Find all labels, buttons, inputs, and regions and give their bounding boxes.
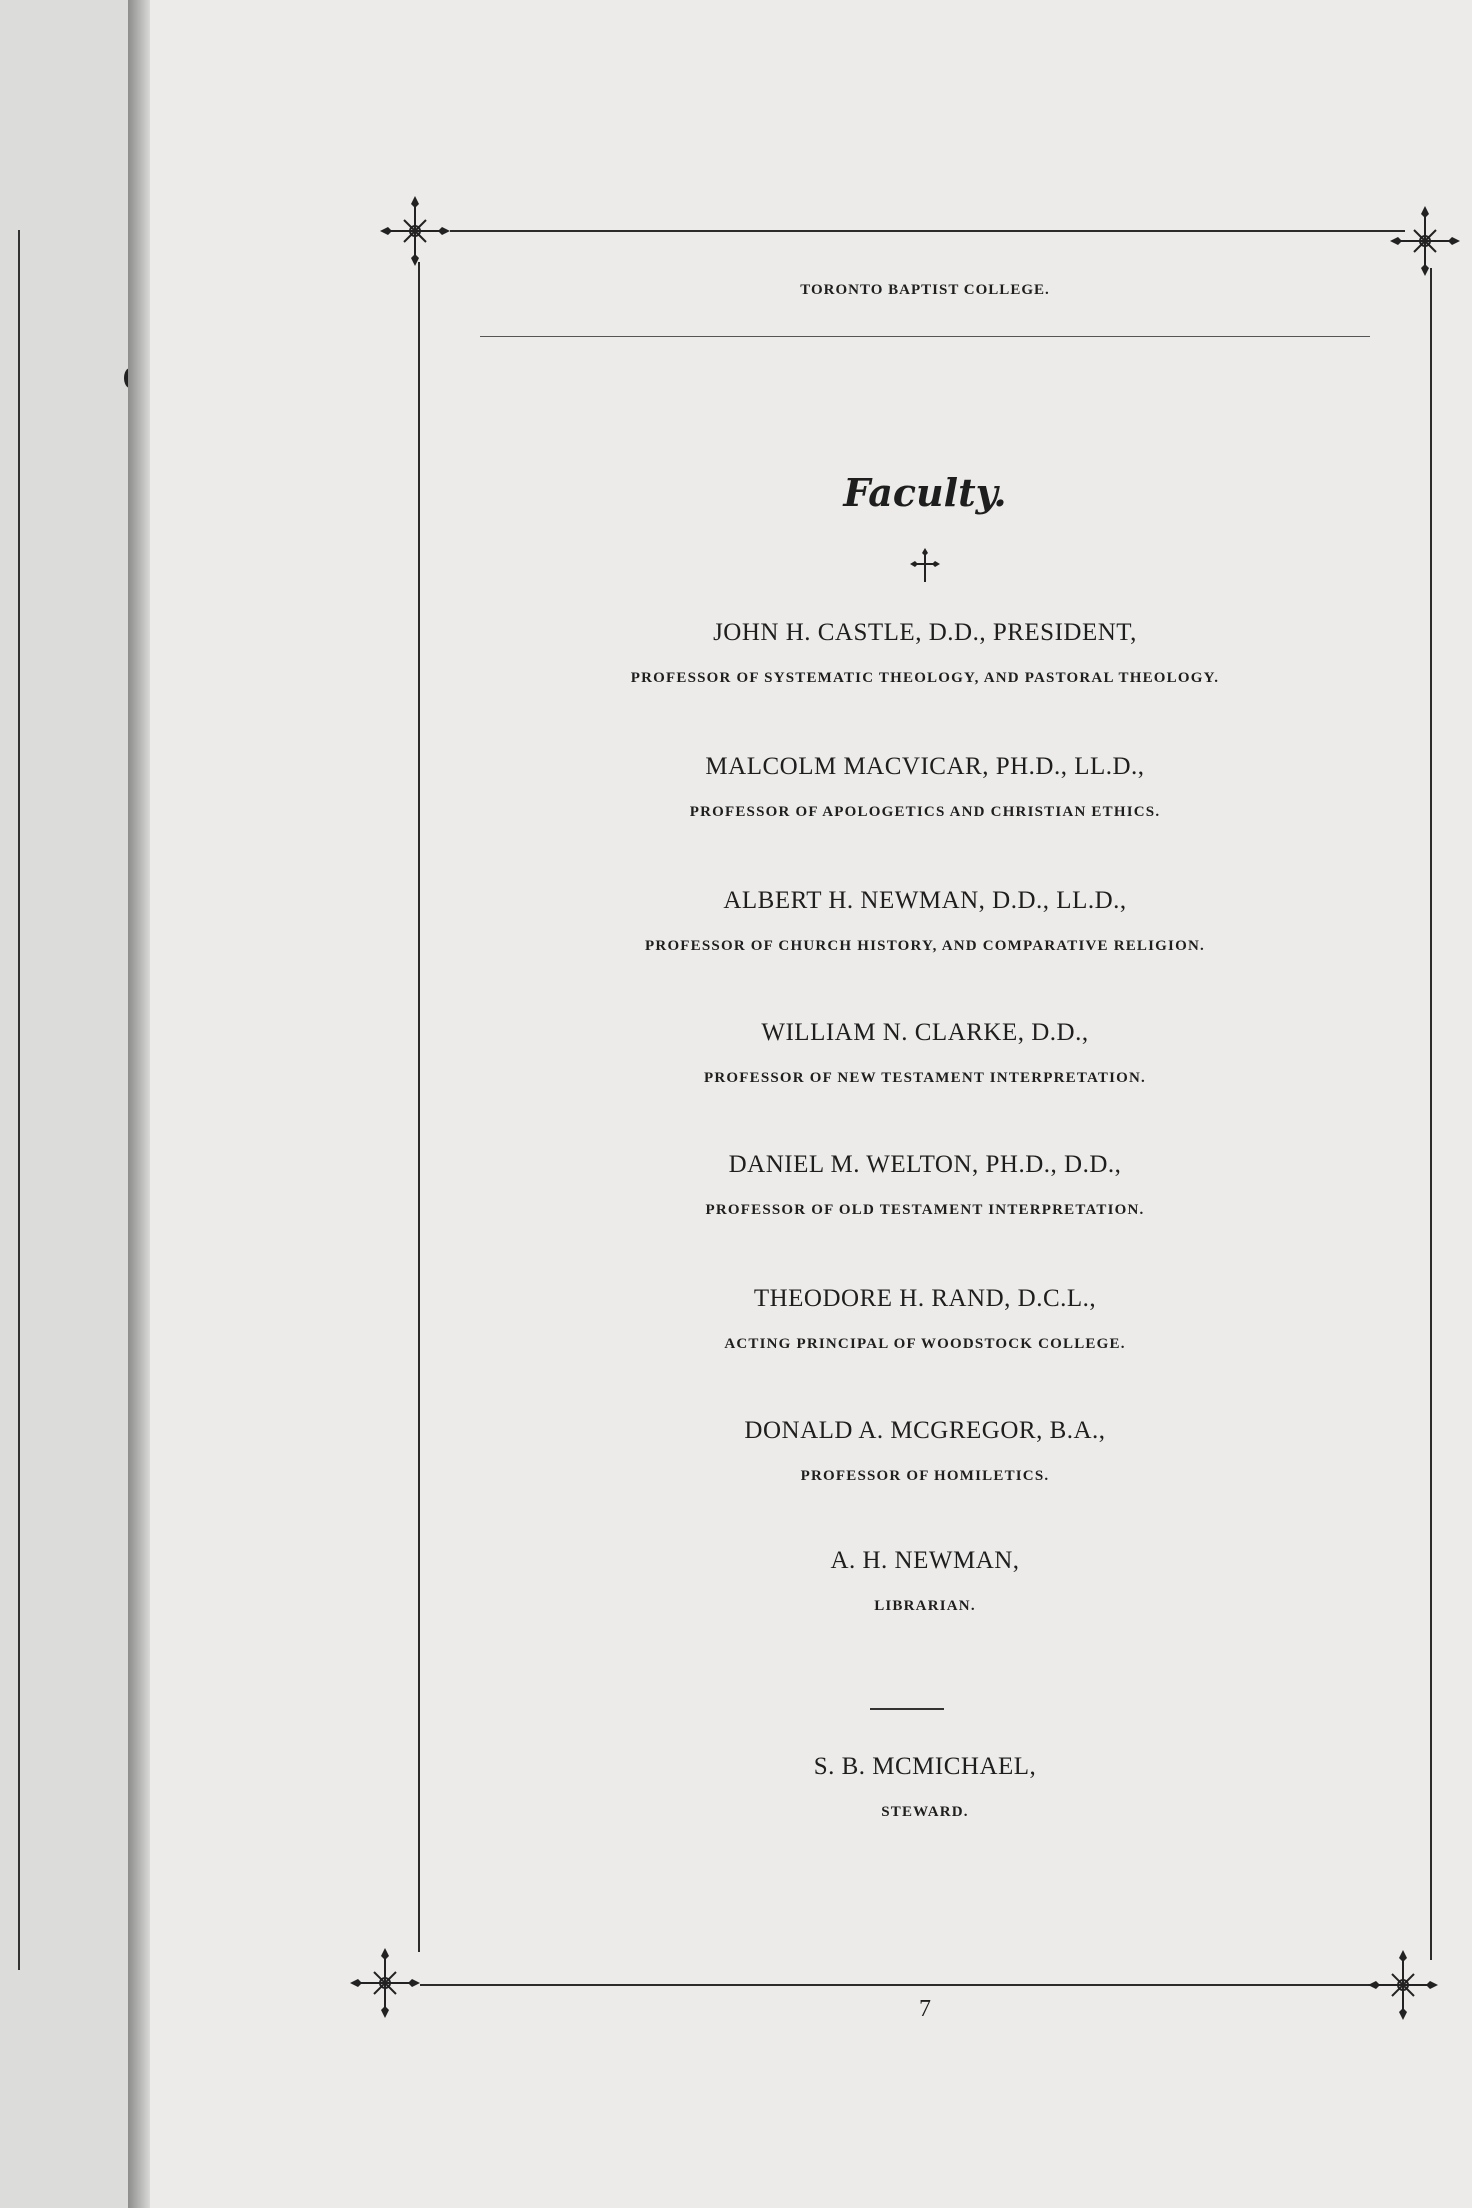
cross-ornament-icon (910, 548, 940, 584)
faculty-name: A. H. NEWMAN, (830, 1547, 1020, 1574)
faculty-name: ALBERT H. NEWMAN, D.D., LL.D., (723, 887, 1127, 914)
faculty-entry (422, 1284, 1428, 1354)
faculty-name: THEODORE H. RAND, D.C.L., (753, 1285, 1097, 1312)
faculty-title: PROFESSOR OF NEW TESTAMENT INTERPRETATION. (703, 1070, 1146, 1086)
faculty-entry (422, 1546, 1428, 1616)
faculty-title: LIBRARIAN. (874, 1598, 976, 1614)
page (150, 0, 1472, 2208)
section-divider (870, 1708, 944, 1710)
staff-title: STEWARD. (881, 1804, 969, 1820)
facing-page-border-line (18, 230, 20, 1970)
faculty-name: WILLIAM N. CLARKE, D.D., (761, 1019, 1089, 1046)
staff-entry (422, 1752, 1428, 1822)
running-title: TORONTO BAPTIST COLLEGE. (800, 282, 1050, 298)
faculty-name: JOHN H. CASTLE, D.D., PRESIDENT, (713, 619, 1137, 646)
faculty-name: DONALD A. MCGREGOR, B.A., (744, 1417, 1106, 1444)
faculty-entry (422, 1018, 1428, 1088)
corner-ornament-icon (350, 1948, 420, 2018)
faculty-title: ACTING PRINCIPAL OF WOODSTOCK COLLEGE. (724, 1336, 1126, 1352)
faculty-name: MALCOLM MACVICAR, PH.D., LL.D., (705, 753, 1145, 780)
faculty-entry (422, 1416, 1428, 1486)
frame-left-line (418, 262, 420, 1952)
faculty-entry (422, 886, 1428, 956)
header-rule (480, 336, 1370, 337)
page-content (422, 0, 1428, 2208)
faculty-title: PROFESSOR OF HOMILETICS. (800, 1468, 1050, 1484)
faculty-entry (422, 752, 1428, 822)
section-title: Faculty. (843, 470, 1007, 515)
frame-right-line (1430, 268, 1432, 1960)
page-number: 7 (919, 1996, 931, 2022)
faculty-title: PROFESSOR OF OLD TESTAMENT INTERPRETATION. (705, 1202, 1145, 1218)
faculty-entry (422, 618, 1428, 688)
page-gutter (128, 0, 150, 2208)
faculty-title: PROFESSOR OF APOLOGETICS AND CHRISTIAN ETHICS. (689, 804, 1161, 820)
staff-name: S. B. MCMICHAEL, (813, 1753, 1037, 1780)
facing-page-edge (0, 0, 134, 2208)
faculty-entry (422, 1150, 1428, 1220)
faculty-title: PROFESSOR OF SYSTEMATIC THEOLOGY, AND PASTORAL THEOLOGY. (630, 670, 1220, 686)
faculty-name: DANIEL M. WELTON, PH.D., D.D., (728, 1151, 1122, 1178)
faculty-title: PROFESSOR OF CHURCH HISTORY, AND COMPARATIVE RELIGION. (645, 938, 1205, 954)
